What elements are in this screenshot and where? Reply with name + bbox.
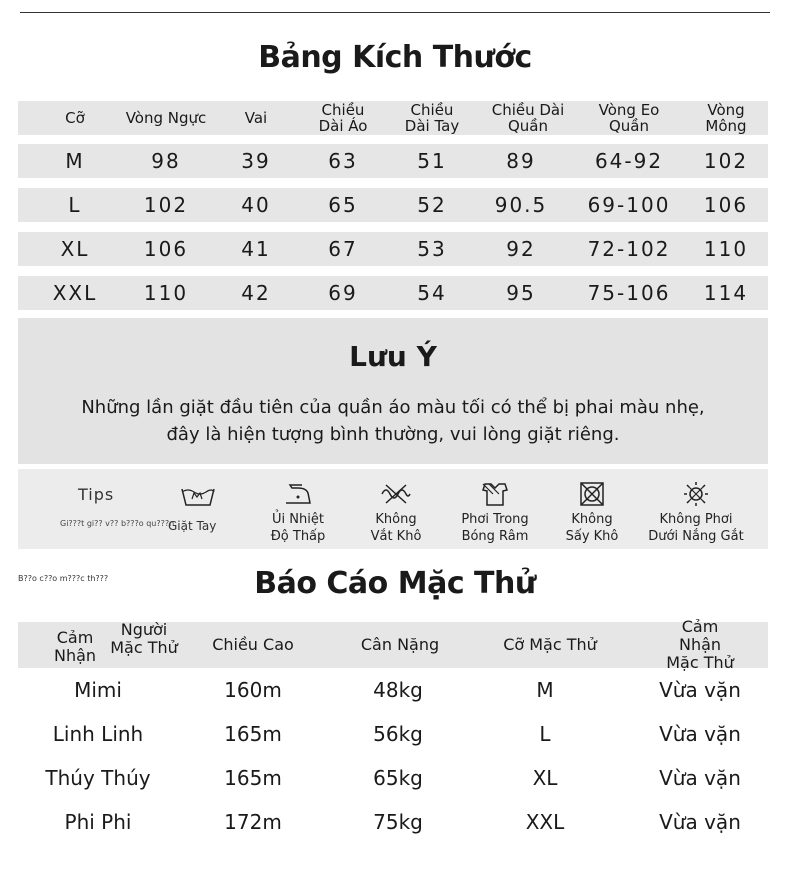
size-cell: 72-102 bbox=[587, 237, 671, 261]
header-fit-feel: Cảm Nhận Mặc Thử bbox=[666, 617, 734, 672]
report-cell: 165m bbox=[224, 766, 282, 790]
header-height: Chiều Cao bbox=[212, 635, 294, 654]
size-cell: 98 bbox=[151, 149, 181, 173]
size-row bbox=[18, 276, 768, 310]
report-cell: XXL bbox=[525, 810, 565, 834]
report-cell: XL bbox=[532, 766, 558, 790]
header-chest: Vòng Ngực bbox=[125, 109, 207, 127]
size-cell: 39 bbox=[241, 149, 271, 173]
care-item-no-wring bbox=[341, 469, 451, 545]
size-cell: L bbox=[68, 193, 82, 217]
header-waist: Vòng Eo Quần bbox=[598, 101, 660, 135]
header-shirt-length: Chiều Dài Áo bbox=[318, 101, 368, 135]
size-cell: 69 bbox=[328, 281, 358, 305]
header-shoulder: Vai bbox=[244, 109, 268, 127]
size-cell: 110 bbox=[703, 237, 749, 261]
hand-wash-icon bbox=[178, 483, 218, 509]
size-cell: XXL bbox=[52, 281, 98, 305]
size-cell: 40 bbox=[241, 193, 271, 217]
size-cell: 51 bbox=[417, 149, 447, 173]
care-label: Phơi Trong Bóng Râm bbox=[461, 512, 529, 544]
header-feel: Cảm Nhận bbox=[53, 628, 97, 665]
report-cell: 160m bbox=[224, 678, 282, 702]
report-row bbox=[18, 802, 768, 842]
report-row bbox=[18, 714, 768, 754]
no-sun-icon bbox=[680, 481, 712, 507]
iron-low-icon bbox=[282, 481, 314, 507]
size-cell: 89 bbox=[506, 149, 536, 173]
size-row bbox=[18, 232, 768, 266]
report-cell: Vừa vặn bbox=[659, 810, 741, 834]
report-cell: 172m bbox=[224, 810, 282, 834]
report-cell: Linh Linh bbox=[52, 722, 144, 746]
size-cell: XL bbox=[60, 237, 90, 261]
size-cell: 69-100 bbox=[587, 193, 671, 217]
note-line-2: đây là hiện tượng bình thường, vui lòng giặt riêng. bbox=[166, 424, 620, 445]
care-label: Không Vắt Khô bbox=[370, 512, 422, 544]
report-cell: 48kg bbox=[373, 678, 423, 702]
care-item-no-tumble-dry bbox=[537, 469, 647, 545]
header-size: Cỡ bbox=[65, 109, 85, 127]
report-cell: 75kg bbox=[373, 810, 423, 834]
care-note bbox=[18, 318, 768, 464]
size-cell: 90.5 bbox=[494, 193, 548, 217]
report-title: Báo Cáo Mặc Thử bbox=[254, 566, 536, 601]
size-row bbox=[18, 144, 768, 178]
tips-label: Tips bbox=[78, 485, 115, 504]
header-person: Người Mặc Thử bbox=[110, 620, 178, 657]
no-wring-icon bbox=[380, 481, 412, 507]
report-cell: M bbox=[536, 678, 554, 702]
note-title: Lưu Ý bbox=[349, 340, 437, 373]
header-weight: Cân Nặng bbox=[360, 635, 440, 654]
note-line-1: Những lần giặt đầu tiên của quần áo màu tối có thể bị phai màu nhẹ, bbox=[81, 397, 705, 418]
header-size-tried: Cỡ Mặc Thử bbox=[503, 635, 597, 654]
report-header bbox=[18, 617, 768, 672]
report-cell: 56kg bbox=[373, 722, 423, 746]
size-cell: 54 bbox=[417, 281, 447, 305]
size-cell: 106 bbox=[143, 237, 189, 261]
size-cell: 92 bbox=[506, 237, 536, 261]
size-cell: 63 bbox=[328, 149, 358, 173]
size-cell: 41 bbox=[241, 237, 271, 261]
dry-shade-icon bbox=[479, 481, 511, 507]
report-cell: Phi Phi bbox=[64, 810, 132, 834]
size-cell: 95 bbox=[506, 281, 536, 305]
care-item-dry-shade bbox=[440, 469, 550, 545]
size-cell: 53 bbox=[417, 237, 447, 261]
care-item-no-sun bbox=[641, 469, 751, 545]
size-chart-title: Bảng Kích Thước bbox=[258, 40, 532, 75]
care-item-iron bbox=[243, 469, 353, 545]
size-cell: 102 bbox=[143, 193, 189, 217]
care-instructions bbox=[18, 469, 768, 549]
size-cell: 67 bbox=[328, 237, 358, 261]
top-divider bbox=[20, 12, 770, 13]
report-cell: 65kg bbox=[373, 766, 423, 790]
report-cell: Vừa vặn bbox=[659, 766, 741, 790]
size-cell: 102 bbox=[703, 149, 749, 173]
size-cell: 106 bbox=[703, 193, 749, 217]
garbled-care-text: Gi???t gi?? v?? b???o qu???n bbox=[60, 519, 175, 528]
care-label: Không Sấy Khô bbox=[565, 512, 619, 544]
header-sleeve-length: Chiều Dài Tay bbox=[404, 101, 460, 135]
garbled-report-label: B??o c??o m???c th??? bbox=[18, 574, 109, 583]
size-cell: 75-106 bbox=[587, 281, 671, 305]
header-pants-length: Chiều Dài Quần bbox=[491, 101, 565, 135]
report-cell: Thúy Thúy bbox=[45, 766, 151, 790]
size-cell: 42 bbox=[241, 281, 271, 305]
care-label: Không Phơi Dưới Nắng Gắt bbox=[648, 512, 744, 544]
header-hip: Vòng Mông bbox=[705, 101, 747, 135]
size-chart-header bbox=[18, 101, 768, 135]
note-text bbox=[18, 394, 768, 448]
size-cell: M bbox=[65, 149, 85, 173]
size-row bbox=[18, 188, 768, 222]
report-cell: 165m bbox=[224, 722, 282, 746]
size-cell: 65 bbox=[328, 193, 358, 217]
hand-wash-label: Giặt Tay bbox=[168, 519, 217, 533]
size-cell: 52 bbox=[417, 193, 447, 217]
no-tumble-dry-icon bbox=[576, 481, 608, 507]
report-row bbox=[18, 758, 768, 798]
report-row bbox=[18, 670, 768, 710]
size-cell: 64-92 bbox=[594, 149, 664, 173]
size-cell: 114 bbox=[703, 281, 749, 305]
report-cell: Vừa vặn bbox=[659, 722, 741, 746]
care-label: Ủi Nhiệt Độ Thấp bbox=[270, 512, 326, 544]
size-cell: 110 bbox=[143, 281, 189, 305]
report-cell: Mimi bbox=[74, 678, 122, 702]
report-cell: L bbox=[539, 722, 551, 746]
report-cell: Vừa vặn bbox=[659, 678, 741, 702]
